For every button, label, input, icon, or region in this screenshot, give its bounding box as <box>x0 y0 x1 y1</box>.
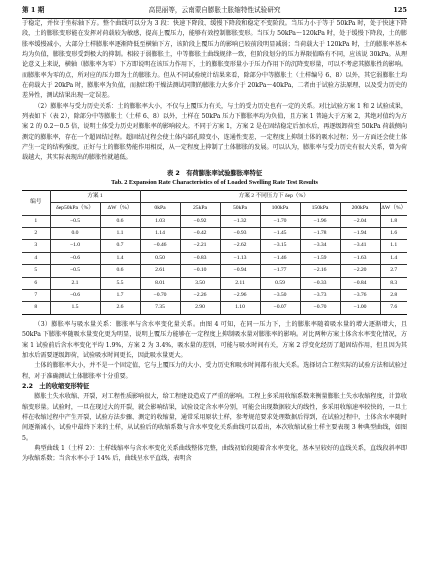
paragraph-continued: 于稳定，并位于坐标轴下方。整个曲线可以分为 3 段：快速下降段、缓慢下降段和稳定不变阶段。当压力小于等于 50kPa 时，处于快速下降段，土的膨胀变形能在发挥对荷载较为敏感，提高上覆压力，能够有效控制膨胀变形。当压力 50kPa～120kPa 时，处于缓慢下降段，土的膨胀率缓慢减小，大部分土样膨胀率逐渐降低至横轴下方，该阶段上覆压力的影响已较前段明显减弱；当荷载大于 120kPa 时，土的膨胀率基本均为负值，膨胀变形受到极大的抑制。相较于弱膨胀土，中等膨胀土曲线规律一致，但阶段划分的压力界限值略有不同，应该说 30kPa。从理论意义上来说，横轴（膨胀率为零）下方即说明在该压力作用下，土的膨胀变形量小于压力作用下的沉降变形量，可以不考虑其膨胀性的影响。而膨胀率为零的点，所对应的压力即为土的膨胀力。但从不同试验统计结果来看，除部分中等膨胀土（土样编号 6、8）以外，其它弱膨胀土均在荷载大于 20kPa 时，膨胀率为负值，而据红粉干燥法测试同期的膨胀力大多介于 20kPa～40kPa，二者由于试验方法原理、以及受力历史的差异性，测试结果出现一定误差。 <box>22 20 407 100</box>
table-row <box>22 290 407 302</box>
subheader-cell: 25kPa <box>180 203 220 215</box>
table-row <box>22 228 407 240</box>
table-cell: −0.92 <box>180 215 220 227</box>
table-cell: −1.13 <box>220 252 260 264</box>
header-plan1: 方案 1 <box>50 190 140 202</box>
table-cell: −0.33 <box>300 277 340 289</box>
table-cell: −0.70 <box>300 302 340 314</box>
header-plan2: 方案 2 不同压力下 δep（%） <box>140 190 407 202</box>
table-cell: −0.5 <box>50 265 100 277</box>
table-row <box>22 302 407 314</box>
table-cell: −2.20 <box>340 265 380 277</box>
table-cell: 2.8 <box>380 290 407 302</box>
table-cell: 1.8 <box>380 215 407 227</box>
table-cell: −1.45 <box>260 228 300 240</box>
subheader-cell: 50kPa <box>220 203 260 215</box>
table-cell: 7.35 <box>140 302 180 314</box>
table-cell: −2.26 <box>180 290 220 302</box>
table-cell: −1.46 <box>260 252 300 264</box>
subheader-cell: 0kPa <box>140 203 180 215</box>
table-cell: 2.11 <box>220 277 260 289</box>
table-row <box>22 277 407 289</box>
table-cell: 0.6 <box>100 215 140 227</box>
table-cell: 1.5 <box>50 302 100 314</box>
paragraph-summary: 土体的膨胀率大小，并不是一个固定值，它与上覆压力的大小、受力历史和吸水时间都有很大关系。选择切合工程实际的试验方法和试验过程，对于准确测试土体膨胀率十分重要。 <box>22 362 407 380</box>
expansion-rate-table <box>22 190 407 315</box>
table-cell: 8.3 <box>380 277 407 289</box>
table-cell: 2.1 <box>50 277 100 289</box>
table-cell: 0.50 <box>140 252 180 264</box>
subheader-cell: ΔW（%） <box>100 203 140 215</box>
table-caption <box>22 168 407 187</box>
table-cell: −0.6 <box>50 252 100 264</box>
table-cell: −2.62 <box>220 240 260 252</box>
table-cell: −0.46 <box>140 240 180 252</box>
table-cell: 1.03 <box>140 215 180 227</box>
table-cell: −3.73 <box>300 290 340 302</box>
table-cell: 3 <box>22 240 50 252</box>
table-cell: 0.7 <box>100 240 140 252</box>
table-cell: −1.70 <box>260 215 300 227</box>
table-row <box>22 265 407 277</box>
subheader-cell: ΔW（%） <box>380 203 407 215</box>
table-cell: −1.63 <box>340 252 380 264</box>
table-cell: 2.90 <box>180 302 220 314</box>
subheader-cell: 150kPa <box>300 203 340 215</box>
table-cell: 8.01 <box>140 277 180 289</box>
table-cell: −1.0 <box>50 240 100 252</box>
table-cell: −1.32 <box>220 215 260 227</box>
subheader-cell: δep50kPa（%） <box>50 203 100 215</box>
table-cell: 8 <box>22 302 50 314</box>
table-cell: 0.0 <box>50 228 100 240</box>
table-cell: −0.07 <box>260 302 300 314</box>
table-cell: −2.96 <box>220 290 260 302</box>
table-cell: −0.42 <box>180 228 220 240</box>
subheader-cell: 100kPa <box>260 203 300 215</box>
table-cell: 1.1 <box>380 240 407 252</box>
table-cell: 5 <box>22 265 50 277</box>
issue-number: 第 1 期 <box>22 6 45 14</box>
paragraph-water-absorption: （3）膨胀率与吸水量关系：膨胀率与含水率变化量关系。由图 4 可知，在同一压力下，土的膨胀率随着吸水量的增大逐渐增大，且 50kPa 下膨胀率随吸水量变化更为明显，说明上覆压力能够在一定程度上抑制吸水量对膨胀率的影响。对比两种方案土体含水率变化情况，方案 1 试验前后含水率变化平均 1.9%，方案 2 为 3.4%，吸水量的差别，可能与吸水时间有关，方案 2 浮变化经历了超固结作用，但且因为其加水后需要逐级卸荷，试验吸水时间更长，因此吸水量更大。 <box>22 320 407 359</box>
table-header-row <box>22 190 407 202</box>
table-cell: −3.76 <box>340 290 380 302</box>
table-cell: 1 <box>22 215 50 227</box>
paragraph-shrinkage-intro: 膨胀土失水收缩、开裂，对工程性质影响很大，给工程建设造成了严重的影响。工程上多采用收缩系数来衡量膨胀土失水收缩程度，计算收缩变形量。试验时，一旦在现过大的开裂，就会影响结果，试验设定含水率分别，可能会出现数据较大的线性，多采用收缩速率较快的，一旦土样在收缩过程中产生开裂，试验方法步骤、测定的收缩量，通常采用原状土样，参考规范要求处理数据后得到，在试验过程中，土体含水率随时间逐渐减小，试验中最终下来的土样，从试验后的收缩系数与含水率变化关系曲线可以看出，本次收缩试验土样主要表现 3 种典型曲线，如图 5。 <box>22 393 407 442</box>
table-cell: −1.77 <box>260 265 300 277</box>
table-cell: −0.93 <box>220 228 260 240</box>
table-cell: 2 <box>22 228 50 240</box>
table-cell: −0.83 <box>180 252 220 264</box>
table-cell: −0.84 <box>340 277 380 289</box>
table-cell: −0.5 <box>50 215 100 227</box>
table-cell: 1.10 <box>220 302 260 314</box>
table-cell: −1.94 <box>340 228 380 240</box>
table-caption-english: Tab. 2 Expansion Rate Characteristics of of Loaded Swelling Rate Test Results <box>111 178 318 186</box>
table-cell: 2.61 <box>140 265 180 277</box>
table-cell: −1.78 <box>300 228 340 240</box>
table-cell: −1.96 <box>300 215 340 227</box>
table-cell: 1.7 <box>100 290 140 302</box>
table-cell: −1.00 <box>340 302 380 314</box>
table-cell: −3.41 <box>340 240 380 252</box>
table-cell: 4 <box>22 252 50 264</box>
table-subheader-row <box>22 203 407 215</box>
table-cell: 1.1 <box>100 228 140 240</box>
table-cell: 7 <box>22 290 50 302</box>
table-cell: −3.34 <box>300 240 340 252</box>
table-cell: −2.21 <box>180 240 220 252</box>
table-cell: −2.16 <box>300 265 340 277</box>
table-cell: 1.14 <box>140 228 180 240</box>
table-row <box>22 252 407 264</box>
table-cell: −2.04 <box>340 215 380 227</box>
subheader-cell: 200kPa <box>340 203 380 215</box>
table-cell: 1.4 <box>380 252 407 264</box>
table-row <box>22 240 407 252</box>
table-caption-chinese: 表 2 有荷膨胀率试验膨胀率特征 <box>166 168 263 177</box>
table-cell: −1.59 <box>300 252 340 264</box>
section-heading: 2.2 土的收缩变形特征 <box>22 382 90 390</box>
article-body <box>22 19 407 465</box>
table-cell: 5.5 <box>100 277 140 289</box>
table-cell: 3.50 <box>180 277 220 289</box>
table-cell: 0.6 <box>100 265 140 277</box>
running-title: 高昆丽等，云南蒙自膨胀土胀缩特性试验研究 <box>148 6 281 14</box>
running-header <box>22 0 407 19</box>
table-cell: 2.6 <box>100 302 140 314</box>
table-cell: 2.7 <box>380 265 407 277</box>
header-id: 编号 <box>22 190 50 215</box>
table-cell: −0.70 <box>140 290 180 302</box>
table-cell: 1.6 <box>380 228 407 240</box>
table-cell: −0.6 <box>50 290 100 302</box>
page-number: 125 <box>393 6 407 14</box>
paragraph-stress-history: （2）膨胀率与受力历史关系：土的膨胀率大小，不仅与上覆压力有关，与土的受力历史也有一定的关系。对比试验方案 1 和 2 试验成果，列表如下（表 2），除部分中等膨胀土（土样 6、8）以外，土样在 50kPa 压力下膨胀率均为负值，且方案 1 普遍大于方案 2，其绝对值约为方案 2 的 0.2～0.5 倍，说明土体受力历史对膨胀率的影响较大。不同于方案 1，方案 2 是在固结稳定后加水后，再逐级卸荷至 50kPa 荷载侧向测定的膨胀率，存在一个超固结过程。超固结过程会使土体内部孔隙变小，连通性变差，一定程度上抑制土体的吸水过程；另一方面还会使土体产生一定的结构强度，正好与土的膨胀势能作用相反，从一定程度上抑制了土体膨胀的发展。可以认为，膨胀率与受力历史有很大关系，曾为荷载越大，其实际表现出的膨胀性就越低。 <box>22 102 407 162</box>
table-row <box>22 215 407 227</box>
table-cell: −0.10 <box>180 265 220 277</box>
table-cell: 0.59 <box>260 277 300 289</box>
table-cell: −0.94 <box>220 265 260 277</box>
table-cell: −3.50 <box>260 290 300 302</box>
table-cell: −3.15 <box>260 240 300 252</box>
table-cell: 7.6 <box>380 302 407 314</box>
paragraph-curve-1: 典型曲线 1（土样 2）：土样线缩率与含水率变化关系曲线整体完整，曲线初始段随着含水率变化，基本呈较好的直线关系，直线段斜率即为收缩系数；当含水率小于 14% 后，曲线呈水平直线，表明含 <box>22 445 407 463</box>
table-cell: 6 <box>22 277 50 289</box>
table-cell: 1.4 <box>100 252 140 264</box>
